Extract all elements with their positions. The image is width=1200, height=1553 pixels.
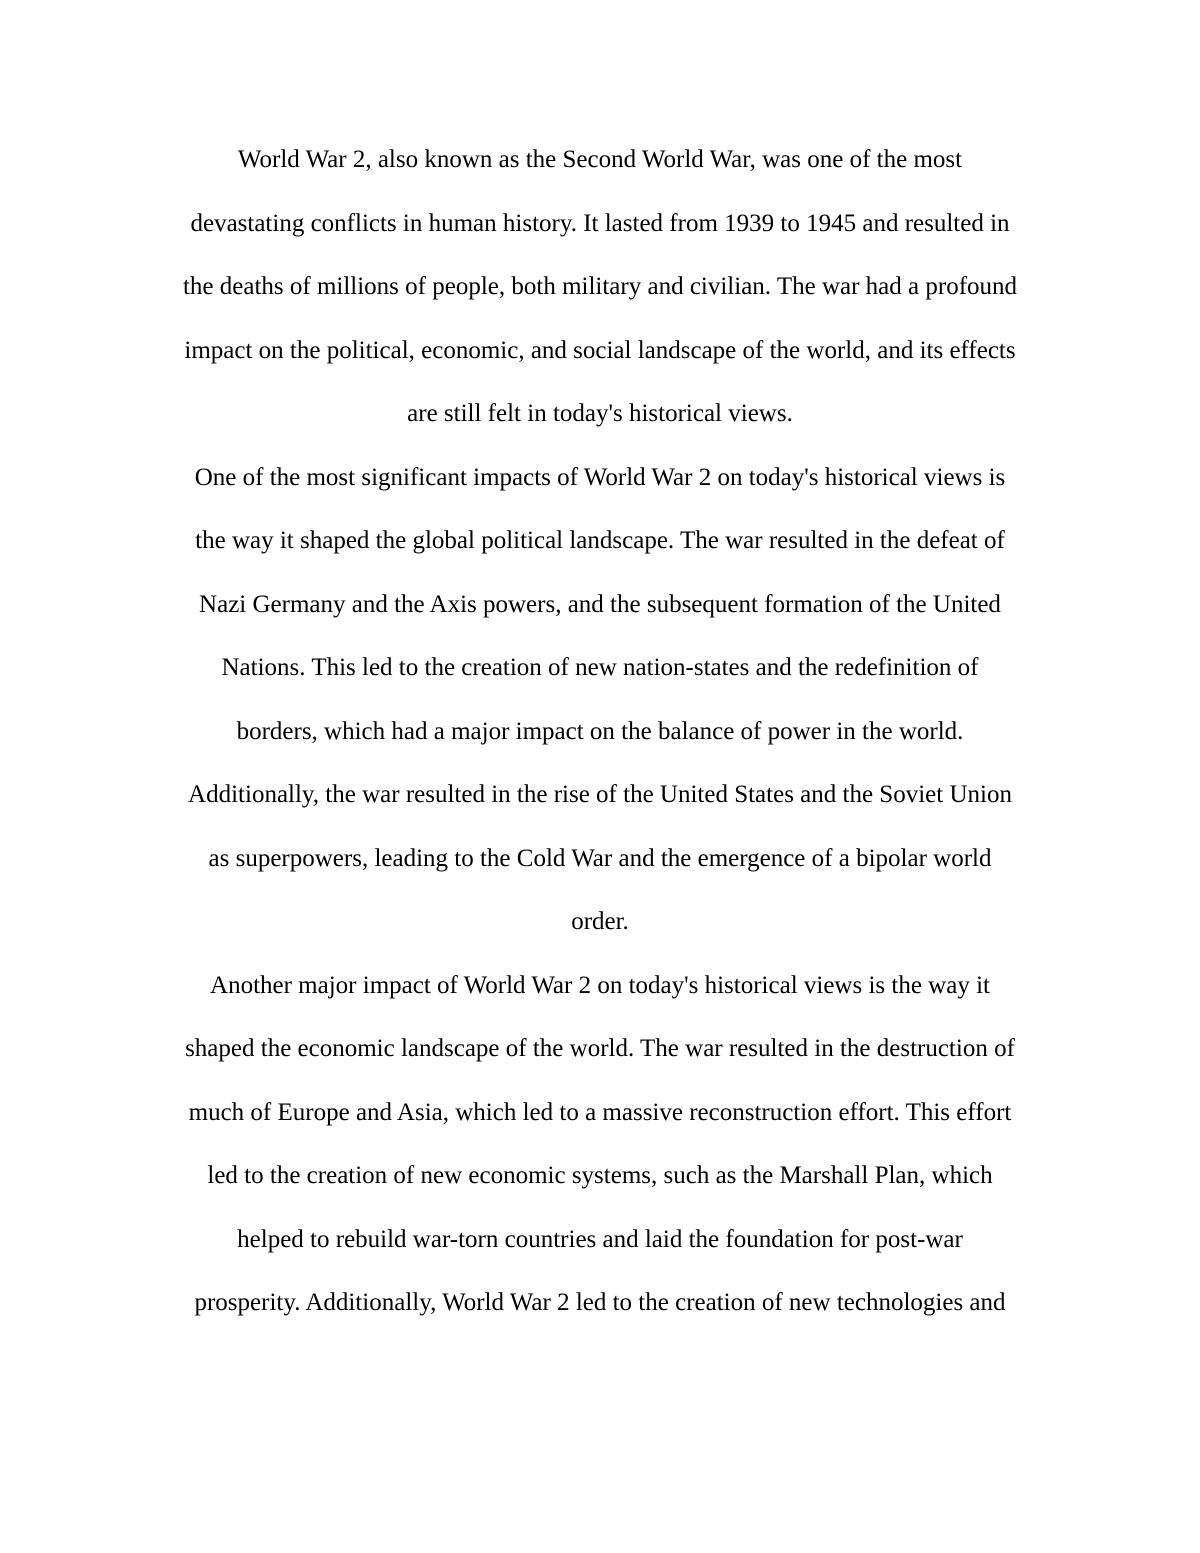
- paragraph-1: [120, 128, 1080, 446]
- document-body: [120, 128, 1080, 1335]
- text-line: impact on the political, economic, and social landscape of the world, and its effects: [184, 336, 1016, 364]
- text-line: led to the creation of new economic systems, such as the Marshall Plan, which: [207, 1162, 993, 1189]
- text-line: World War 2, also known as the Second World War, was one of the most: [237, 146, 963, 173]
- text-line: prosperity. Additionally, World War 2 led to the creation of new technologies and: [194, 1289, 1006, 1316]
- text-line: are still felt in today's historical views.: [407, 400, 793, 427]
- text-line: Nations. This led to the creation of new nation-states and the redefinition of: [221, 654, 979, 681]
- paragraph-2: [120, 446, 1080, 954]
- text-line: devastating conflicts in human history. It lasted from 1939 to 1945 and resulted in: [190, 209, 1010, 237]
- text-line: Another major impact of World War 2 on today's historical views is the way it: [210, 971, 990, 999]
- text-line: much of Europe and Asia, which led to a massive reconstruction effort. This effort: [188, 1098, 1012, 1126]
- text-line: helped to rebuild war-torn countries and laid the foundation for post-war: [237, 1225, 963, 1253]
- text-line: the way it shaped the global political landscape. The war resulted in the defeat of: [195, 527, 1005, 554]
- text-line: Additionally, the war resulted in the rise of the United States and the Soviet Union: [188, 781, 1012, 808]
- text-line: One of the most significant impacts of World War 2 on today's historical views is: [194, 463, 1006, 491]
- text-line: the deaths of millions of people, both military and civilian. The war had a profound: [182, 273, 1018, 300]
- text-line: order.: [571, 908, 629, 935]
- paragraph-3: [120, 954, 1080, 1335]
- text-line: as superpowers, leading to the Cold War and the emergence of a bipolar world: [208, 844, 992, 872]
- text-line: shaped the economic landscape of the world. The war resulted in the destruction of: [185, 1035, 1015, 1062]
- text-line: borders, which had a major impact on the balance of power in the world.: [236, 717, 964, 745]
- text-line: Nazi Germany and the Axis powers, and the subsequent formation of the United: [199, 590, 1001, 618]
